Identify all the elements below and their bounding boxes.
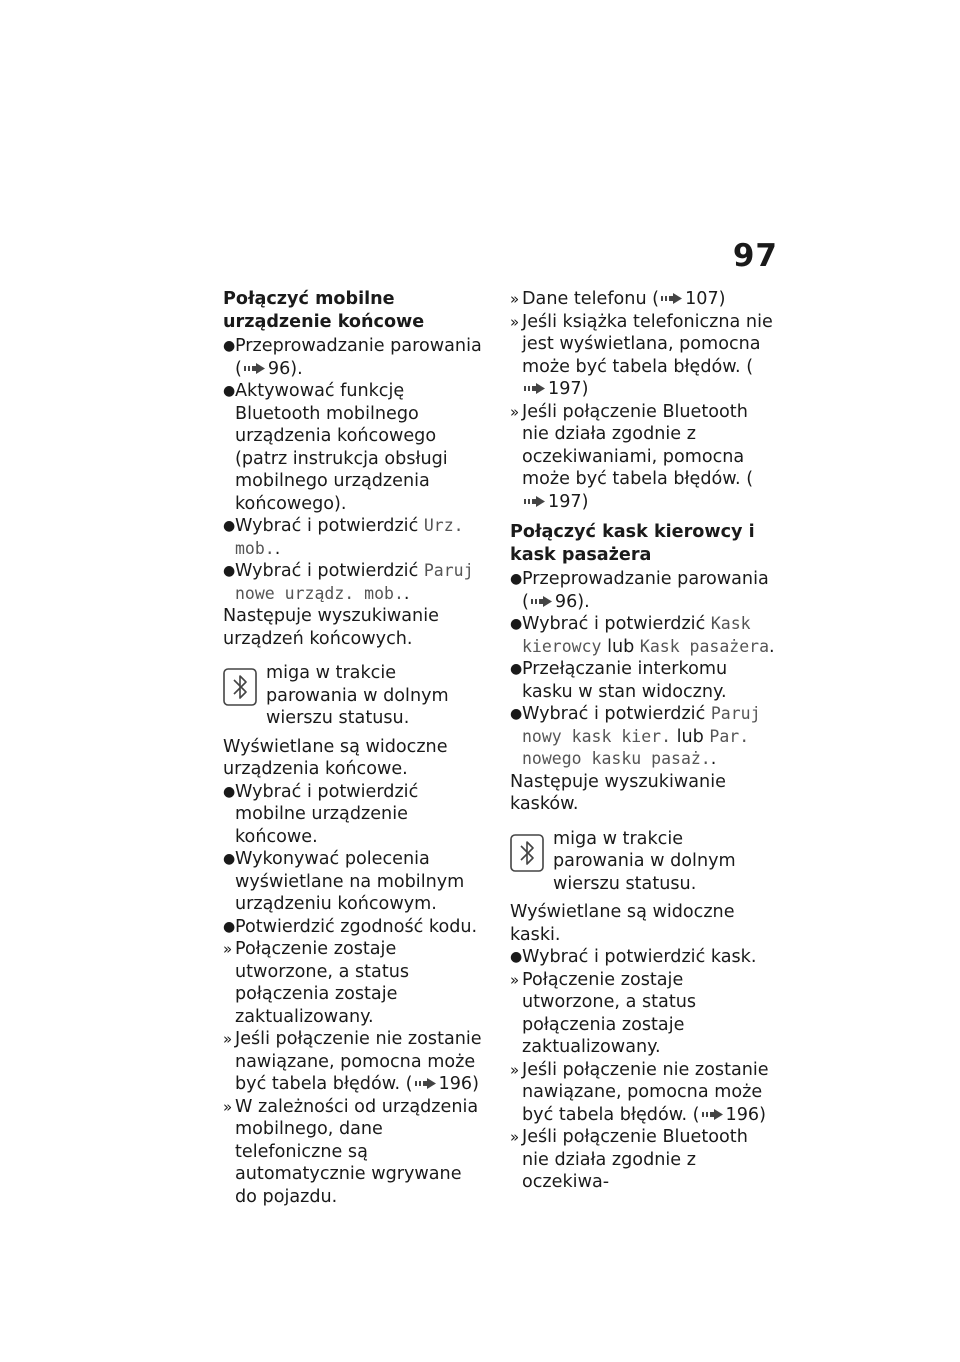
page-reference-link[interactable]: 197	[548, 379, 582, 399]
reference-arrow-icon	[524, 495, 546, 508]
result-item: » Jeśli książka telefoniczna nie jest wyświetlana, pomocna może być tabela błędów. (197)	[510, 311, 773, 399]
list-item: ● Przełączanie interkomu kasku w stan widoczny.	[510, 659, 728, 702]
double-chevron-icon: »	[510, 290, 520, 308]
list-item: ● Wybrać i potwierdzić Paruj nowe urządz. mob..	[223, 561, 474, 604]
result-item: » Połączenie zostaje utworzone, a status połączenia zostaje zaktualizowany.	[510, 969, 697, 1057]
bluetooth-status-note	[510, 828, 776, 896]
result-item: » Jeśli połączenie Bluetooth nie działa zgodnie z oczekiwa-	[510, 1127, 748, 1192]
bullet-icon: ●	[223, 783, 236, 800]
menu-code: Paruj nowe urządz. mob.	[235, 561, 474, 603]
double-chevron-icon: »	[223, 940, 233, 958]
page-reference-link[interactable]: 196	[438, 1074, 473, 1094]
bullet-icon: ●	[510, 571, 523, 587]
double-chevron-icon: »	[223, 1097, 233, 1116]
bluetooth-status-text: miga w trakcie parowania w dolnym wierszu statusu.	[553, 828, 736, 894]
bullet-icon: ●	[223, 563, 236, 579]
bluetooth-status-text: miga w trakcie parowania w dolnym wierszu statusu.	[266, 663, 449, 728]
list-item: ● Przeprowadzanie parowania ( 96).	[223, 336, 482, 379]
reference-arrow-icon	[244, 362, 266, 375]
bluetooth-icon	[223, 668, 257, 706]
double-chevron-icon: »	[510, 312, 520, 331]
reference-arrow-icon	[415, 1077, 437, 1090]
double-chevron-icon: »	[223, 1030, 233, 1048]
paragraph: Wyświetlane są widoczne urządzenia końcowe.	[223, 736, 448, 779]
section-heading-helmets: Połączyć kask kierowcy i kask pasażera	[510, 522, 755, 565]
reference-arrow-icon	[702, 1108, 724, 1121]
page-reference-link[interactable]: 196	[725, 1104, 760, 1125]
page-reference-link[interactable]: 197	[548, 491, 582, 512]
list-item: ● Potwierdzić zgodność kodu.	[223, 916, 478, 937]
menu-code: Kask kierowcy	[522, 614, 751, 656]
result-item: » W zależności od urządzenia mobilnego, dane telefoniczne są automatycznie wgrywane do pojazdu.	[223, 1096, 479, 1207]
bullet-icon: ●	[223, 383, 236, 399]
result-item: » Dane telefonu ( 107)	[510, 289, 726, 309]
reference-arrow-icon	[661, 292, 683, 305]
list-item: ● Wybrać i potwierdzić Paruj nowy kask kier. lub Par. nowego kasku pasaż..	[510, 704, 761, 769]
list-item: ● Wybrać i potwierdzić kask.	[510, 947, 757, 967]
bullet-icon: ●	[510, 616, 523, 632]
bullet-icon: ●	[223, 338, 236, 354]
double-chevron-icon: »	[510, 1128, 520, 1146]
reference-arrow-icon	[524, 382, 546, 395]
double-chevron-icon: »	[510, 1060, 520, 1079]
bullet-icon: ●	[510, 706, 523, 722]
menu-code: Urz. mob.	[235, 516, 464, 558]
reference-arrow-icon	[531, 595, 553, 608]
result-item: » Jeśli połączenie nie zostanie nawiązane, pomocna może być tabela błędów. ( 196)	[510, 1059, 769, 1125]
bullet-icon: ●	[223, 918, 236, 935]
section-heading-mobile-device: Połączyć mobilne urządzenie końcowe	[223, 289, 425, 332]
result-item: » Jeśli połączenie Bluetooth nie działa zgodnie z oczekiwaniami, pomocna może być tabela błędów. (197)	[510, 401, 754, 512]
page-reference-link[interactable]: 107	[685, 289, 719, 309]
result-item: » Połączenie zostaje utworzone, a status połączenia zostaje zaktualizowany.	[223, 939, 410, 1027]
page-reference-link[interactable]: 96	[267, 358, 291, 379]
page-number: 97	[732, 238, 778, 274]
list-item: ● Wybrać i potwierdzić mobilne urządzenie końcowe.	[223, 781, 419, 847]
bullet-icon: ●	[223, 518, 236, 534]
left-column	[223, 288, 489, 1208]
bullet-icon: ●	[510, 949, 523, 965]
page-reference-link[interactable]: 96	[554, 591, 578, 612]
paragraph: Następuje wyszukiwanie kasków.	[510, 771, 726, 814]
list-item: ● Wybrać i potwierdzić Urz. mob..	[223, 516, 464, 559]
bullet-icon: ●	[223, 851, 236, 867]
double-chevron-icon: »	[510, 970, 520, 989]
list-item: ● Wykonywać polecenia wyświetlane na mobilnym urządzeniu końcowym.	[223, 849, 465, 914]
bluetooth-icon	[510, 834, 544, 872]
right-column	[510, 288, 776, 1194]
list-item: ● Wybrać i potwierdzić Kask kierowcy lub Kask pasażera.	[510, 614, 775, 657]
result-item: » Jeśli połączenie nie zostanie nawiązane, pomocna może być tabela błędów. ( 196)	[223, 1029, 482, 1094]
paragraph: Następuje wyszukiwanie urządzeń końcowych.	[223, 606, 439, 649]
bluetooth-status-note	[223, 662, 489, 730]
paragraph: Wyświetlane są widoczne kaski.	[510, 902, 735, 945]
menu-code: Kask pasażera	[639, 636, 770, 656]
menu-code: Par. nowego kasku pasaż.	[522, 726, 750, 768]
list-item: ● Przeprowadzanie parowania ( 96).	[510, 569, 769, 612]
list-item: ● Aktywować funkcję Bluetooth mobilnego urządzenia końcowego (patrz instrukcja obsługi mobilnego urządzenia końcowego).	[223, 381, 448, 514]
double-chevron-icon: »	[510, 402, 520, 421]
menu-code: Paruj nowy kask kier.	[522, 704, 761, 746]
bullet-icon: ●	[510, 661, 523, 677]
